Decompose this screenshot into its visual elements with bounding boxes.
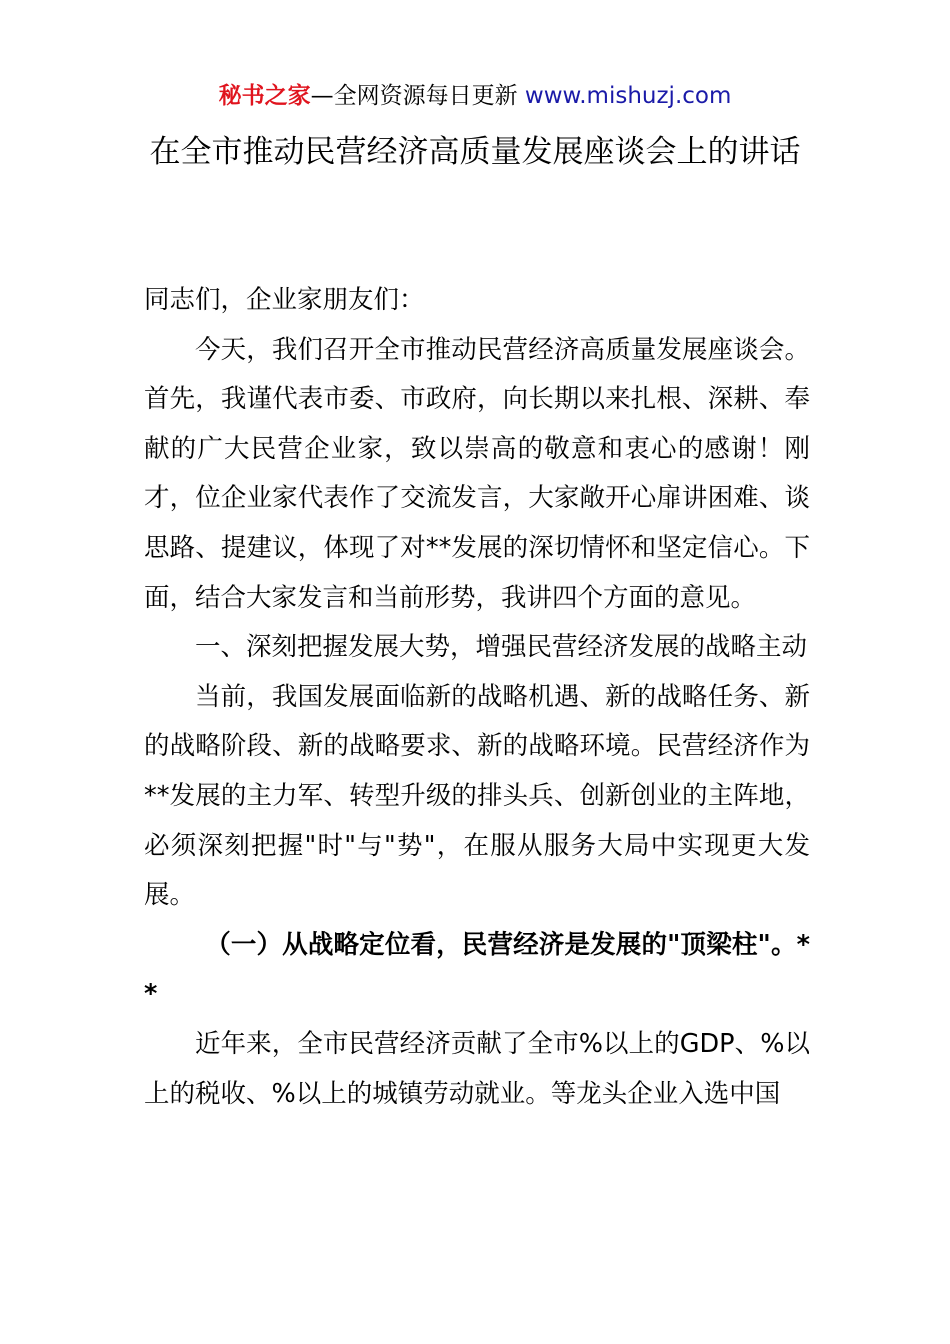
section-heading-1: 一、深刻把握发展大势，增强民营经济发展的战略主动	[195, 632, 808, 663]
paragraph-intro: 今天，我们召开全市推动民营经济高质量发展座谈会。首先，我谨代表市委、市政府，向长期以来扎根、深耕、奉献的广大民营企业家，致以崇高的敬意和衷心的感谢！刚才，位企业家代表作了交流发言，大家敞开心扉讲困难、谈思路、提建议，体现了对**发展的深切情怀和坚定信心。下面，结合大家发言和当前形势，我讲四个方面的意见。	[144, 334, 810, 613]
document-body	[144, 276, 810, 1119]
salutation: 同志们，企业家朋友们：	[144, 285, 425, 315]
paragraph-subsection-1: 近年来，全市民营经济贡献了全市%以上的GDP、%以上的税收、%以上的城镇劳动就业。等龙头企业入选中国	[144, 1028, 810, 1109]
paragraph-section-1: 当前，我国发展面临新的战略机遇、新的战略任务、新的战略阶段、新的战略要求、新的战略环境。民营经济作为**发展的主力军、转型升级的排头兵、创新创业的主阵地，必须深刻把握"时"与"势"，在服从服务大局中实现更大发展。	[144, 681, 810, 911]
site-tagline: —全网资源每日更新	[310, 83, 525, 109]
subsection-heading-1: （一）从战略定位看，民营经济是发展的"顶梁柱"。**	[144, 929, 810, 1010]
document-title: 在全市推动民营经济高质量发展座谈会上的讲话	[149, 134, 801, 170]
site-header	[0, 80, 950, 112]
site-brand: 秘书之家	[218, 83, 311, 109]
site-url-link[interactable]: www.mishuzj.com	[524, 83, 732, 109]
